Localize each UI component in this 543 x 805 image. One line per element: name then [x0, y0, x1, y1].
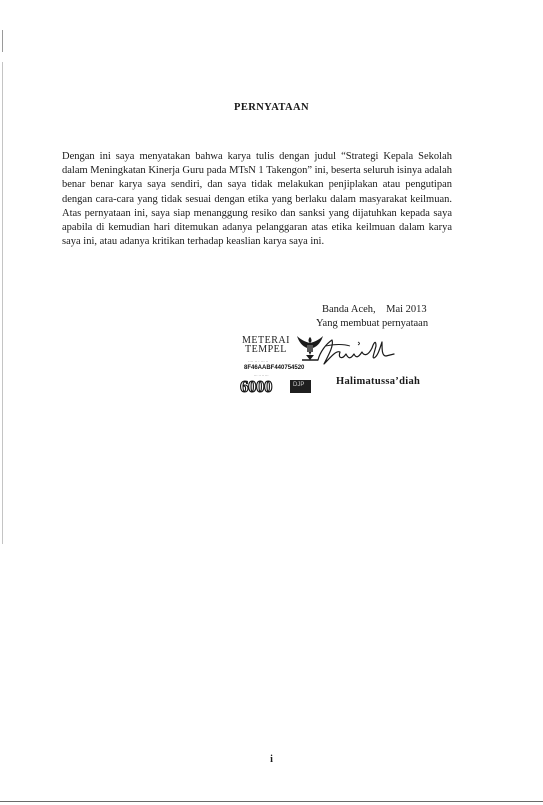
document-title: PERNYATAAN — [234, 102, 309, 113]
scan-bottom-edge — [0, 801, 543, 802]
stamp-line-tempel: TEMPEL — [245, 344, 287, 355]
stamp-microtext: ···· ·· · ··· ·· — [248, 359, 269, 364]
stamp-dark-box: DJP — [290, 380, 311, 393]
place-date: Banda Aceh, Mai 2013 — [322, 304, 427, 315]
stamp-value: 6000 — [240, 377, 272, 396]
statement-paragraph: Dengan ini saya menyatakan bahwa karya tulis dengan judul “Strategi Kepala Sekolah dalam Meningkatan Kinerja Guru pada MTsN 1 Takengon” ini, beserta seluruh isinya adalah benar benar karya saya sendiri, dan saya tidak melakukan penjiplakan atau pengutipan dengan cara-cara yang tidak sesuai dengan etika yang berlaku dalam masyarakat keilmuan. Atas pernyataan ini, saya siap menanggung resiko dan sanksi yang dijatuhkan kepada saya apabila di kemudian hari ditemukan adanya pelanggaran atas etika keilmuan dalam karya saya ini, atau adanya kritikan terhadap keaslian karya saya ini. — [62, 151, 452, 248]
stamp-serial: 8F46AABF440754520 — [244, 365, 305, 371]
scan-edge-mark-top — [2, 30, 3, 52]
page-number: i — [270, 754, 273, 765]
stamp-microtext-2: ··· ·· ·· ··· — [254, 374, 269, 378]
handwritten-signature — [314, 334, 396, 376]
signer-name: Halimatussa’diah — [336, 376, 421, 387]
maker-label: Yang membuat pernyataan — [316, 318, 429, 329]
stamp-line-meterai: METERAI — [242, 335, 290, 346]
scan-edge-mark-left — [2, 62, 3, 544]
